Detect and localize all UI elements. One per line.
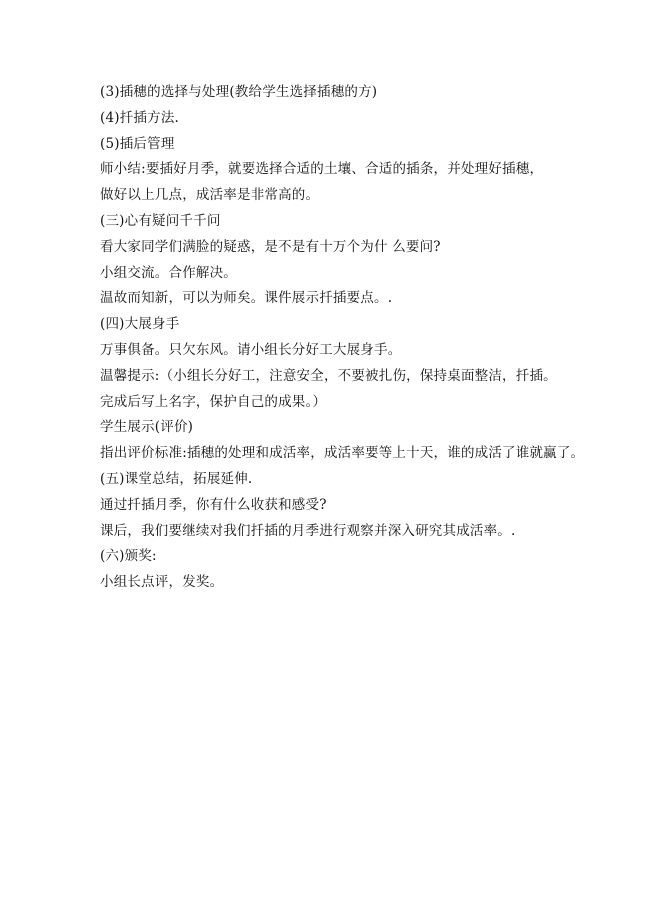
text-line-step5: (5)插后管理 <box>100 135 175 152</box>
text-line-reflection: 通过扦插月季，你有什么收获和感受? <box>100 496 327 513</box>
section-heading-6: (六)颁奖: <box>100 548 157 565</box>
text-line-review: 温故而知新，可以为师矣。课件展示扦插要点。. <box>100 290 393 307</box>
text-line-student-display: 学生展示(评价) <box>100 419 194 436</box>
section-heading-5: (五)课堂总结，拓展延伸. <box>100 470 253 487</box>
document-body <box>100 80 585 596</box>
text-line-tips: 温馨提示:（小组长分好工，注意安全，不要被扎伤，保持桌面整洁，扦插。 <box>100 367 557 384</box>
text-line-tips-continued: 完成后写上名字，保护自己的成果。） <box>100 393 327 410</box>
text-line-step3: (3)插穗的选择与处理(教给学生选择插穗的方) <box>100 84 378 100</box>
text-line-summary-continued: 做好以上几点，成活率是非常高的。 <box>100 187 320 204</box>
text-line-evaluation-criteria: 指出评价标准:插穗的处理和成活率，成活率要等上十天，谁的成活了谁就赢了。 <box>100 445 585 462</box>
text-line-teacher-summary: 师小结:要插好月季，就要选择合适的土壤、合适的插条，并处理好插穗， <box>100 161 544 178</box>
text-line-question: 看大家同学们满脸的疑惑，是不是有十万个为什 么要问? <box>100 238 441 255</box>
text-line-step4: (4)扦插方法. <box>100 109 180 126</box>
text-line-ready: 万事俱备。只欠东风。请小组长分好工大展身手。 <box>100 341 402 358</box>
text-line-group-discussion: 小组交流。合作解决。 <box>100 264 237 281</box>
text-line-awards: 小组长点评，发奖。 <box>100 574 224 591</box>
section-heading-4: (四)大展身手 <box>100 316 180 333</box>
text-line-after-class: 课后，我们要继续对我们扦插的月季进行观察并深入研究其成活率。. <box>100 522 516 539</box>
section-heading-3: (三)心有疑问千千问 <box>100 212 221 229</box>
